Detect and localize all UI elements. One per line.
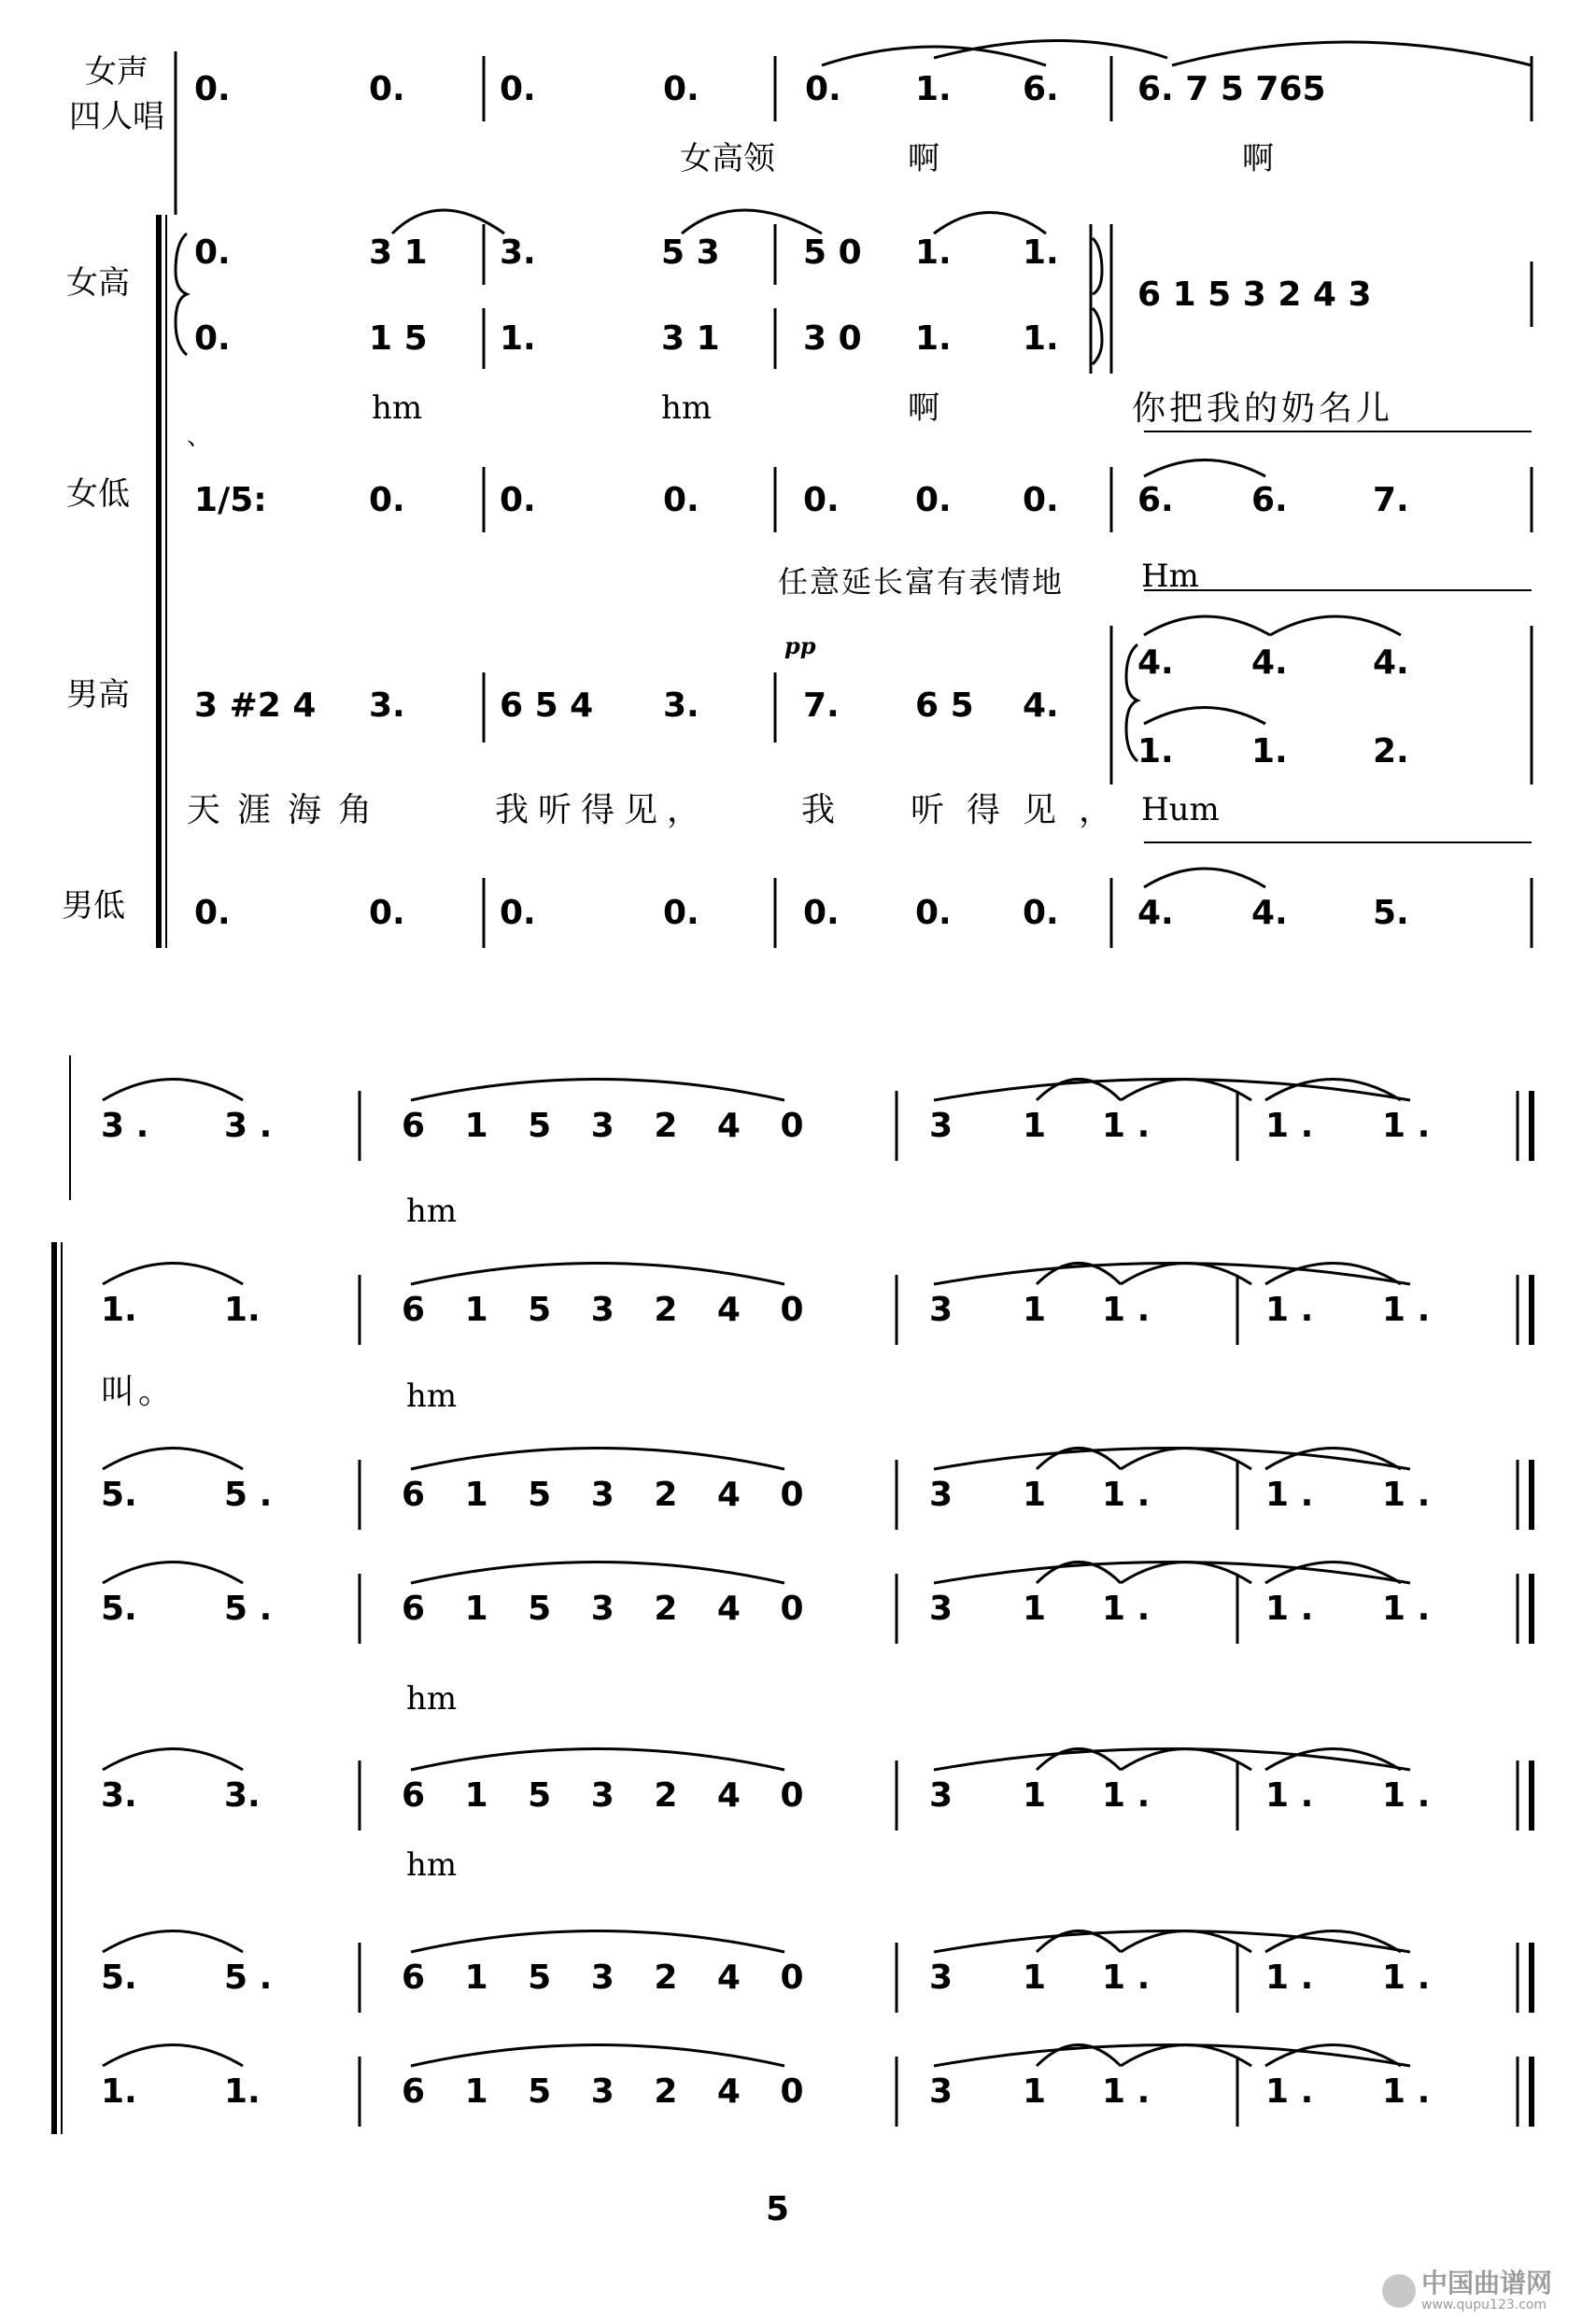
slur: [411, 1449, 784, 1470]
part-name-quartet: 四人唱: [69, 98, 164, 135]
watermark-url: www.qupu123.com: [1421, 2297, 1547, 2312]
lyric-line: 听得见，: [911, 791, 1136, 829]
watermark: [1382, 2270, 1552, 2312]
note-group: 1 .: [1102, 2072, 1151, 2111]
note-group: 6 1 5 3 2 4 0: [402, 1958, 804, 1997]
note-group: 5 .: [224, 1958, 273, 1997]
note-group: 0.: [500, 481, 536, 519]
note-group: 0.: [369, 894, 405, 932]
slur: [103, 1080, 243, 1101]
note-group: 6.: [1251, 481, 1288, 519]
note-group: 1 .: [1102, 1476, 1151, 1514]
note-group: 0.: [194, 233, 231, 272]
slur: [1121, 2045, 1251, 2067]
note-group: 1 .: [1265, 1291, 1314, 1329]
note-group: 6. 7 5 765: [1137, 70, 1326, 108]
note-group: 0.: [805, 70, 841, 108]
slur: [103, 1264, 243, 1285]
note-group: 1/5:: [194, 481, 267, 519]
note-group: 6 1 5 3 2 4 0: [402, 2072, 804, 2111]
slur: [103, 1749, 243, 1771]
lyric-syllable: hm: [406, 1846, 458, 1884]
note-group: 4.: [1137, 643, 1174, 682]
note-group: 1.: [915, 319, 952, 358]
note-group: 1: [1023, 2072, 1047, 2111]
note-group: 1 .: [1265, 1958, 1314, 1997]
lyric-syllable: hm: [661, 389, 713, 427]
expression-direction: 任意延长富有表情地: [778, 564, 1065, 600]
note-group: 5 3: [661, 233, 720, 272]
note-group: 4.: [1137, 894, 1174, 932]
note-group: 0.: [663, 481, 699, 519]
note-group: 5 .: [224, 1476, 273, 1514]
note-group: 5 0: [803, 233, 862, 272]
slur: [934, 1449, 1410, 1470]
lyric-syllable: hm: [406, 1680, 458, 1718]
note-group: 1.: [1251, 732, 1288, 771]
part-name-alto: 女低: [66, 475, 130, 513]
slur: [103, 1562, 243, 1584]
note-group: 6 1 5 3 2 4 0: [402, 1776, 804, 1815]
note-group: 1.: [915, 70, 952, 108]
note-group: 0.: [915, 894, 952, 932]
note-group: 5.: [101, 1958, 137, 1997]
lyric-syllable: Hm: [1141, 558, 1199, 595]
lyric-mark: 、: [187, 423, 212, 451]
note-group: 3: [929, 1958, 953, 1997]
note-group: 1 5: [369, 319, 428, 358]
note-group: 5.: [101, 1476, 137, 1514]
note-group: 1 .: [1265, 2072, 1314, 2111]
note-group: 0.: [369, 481, 405, 519]
note-group: 1.: [500, 319, 536, 358]
note-group: 6 1 5 3 2 4 0: [402, 1590, 804, 1628]
note-group: 3: [929, 1107, 953, 1145]
slur: [1121, 1931, 1251, 1953]
note-group: 3: [929, 2072, 953, 2111]
note-group: 1 .: [1382, 2072, 1431, 2111]
note-group: 3.: [369, 686, 405, 725]
lyric-syllable: 啊: [908, 140, 939, 177]
note-group: 0.: [500, 894, 536, 932]
note-group: 1 .: [1265, 1476, 1314, 1514]
note-group: 3 1: [661, 319, 720, 358]
note-group: 1 .: [1382, 1107, 1431, 1145]
note-group: 1 .: [1382, 1590, 1431, 1628]
note-group: 4.: [1251, 894, 1288, 932]
note-group: 3: [929, 1590, 953, 1628]
slur: [103, 1449, 243, 1470]
note-group: 5.: [101, 1590, 137, 1628]
slur: [103, 1931, 243, 1953]
note-group: 0.: [194, 319, 231, 358]
note-group: 1: [1023, 1291, 1047, 1329]
note-group: 4.: [1023, 686, 1059, 725]
lyric-solo-label: 女高领: [680, 140, 775, 177]
note-group: 1.: [915, 233, 952, 272]
part-name-tenor: 男高: [66, 676, 130, 714]
lyric-line: 我听得见，: [495, 791, 711, 829]
note-group: 1: [1023, 1590, 1047, 1628]
part-name-bass: 男低: [62, 887, 125, 925]
note-group: 0.: [663, 894, 699, 932]
note-group: 3: [929, 1776, 953, 1815]
note-group: 3 .: [101, 1107, 149, 1145]
note-group: 1 .: [1102, 1291, 1151, 1329]
note-group: 6 5: [915, 686, 974, 725]
lyric-line: 你把我的奶名儿: [1132, 389, 1394, 428]
note-group: 1 .: [1382, 1476, 1431, 1514]
slur: [934, 1749, 1410, 1771]
note-group: 0.: [663, 70, 699, 108]
slur: [411, 2045, 784, 2067]
note-group: 1 .: [1265, 1776, 1314, 1815]
note-group: 0.: [915, 481, 952, 519]
slur: [1121, 1449, 1251, 1470]
slur: [1121, 1562, 1251, 1584]
lyric-syllable: Hum: [1141, 791, 1220, 828]
note-group: 1 .: [1382, 1776, 1431, 1815]
note-group: 3.: [101, 1776, 137, 1815]
lyric-syllable: 啊: [908, 389, 939, 427]
slur: [103, 2045, 243, 2067]
note-group: 3: [929, 1291, 953, 1329]
note-group: 0.: [803, 481, 840, 519]
note-group: 3.: [663, 686, 699, 725]
note-group: 1.: [224, 2072, 261, 2111]
note-group: 1.: [1137, 732, 1174, 771]
note-group: 1.: [224, 1291, 261, 1329]
note-group: 6 1 5 3 2 4 3: [1137, 276, 1372, 314]
note-group: 1 .: [1102, 1590, 1151, 1628]
note-group: 3 1: [369, 233, 428, 272]
slur: [1121, 1749, 1251, 1771]
note-group: 1 .: [1102, 1107, 1151, 1145]
slur: [411, 1562, 784, 1584]
lyric-syllable: hm: [406, 1193, 458, 1230]
lyric-syllable: 叫。: [101, 1373, 177, 1411]
note-group: 3: [929, 1476, 953, 1514]
lyric-line: 天涯海角: [187, 791, 389, 829]
note-group: 7.: [803, 686, 840, 725]
note-group: 1 .: [1102, 1958, 1151, 1997]
note-group: 3 0: [803, 319, 862, 358]
note-group: 0.: [1023, 894, 1059, 932]
note-group: 5.: [1373, 894, 1409, 932]
note-group: 4.: [1373, 643, 1409, 682]
note-group: 1: [1023, 1476, 1047, 1514]
note-group: 6 5 4: [500, 686, 594, 725]
note-group: 6 1 5 3 2 4 0: [402, 1476, 804, 1514]
dynamic-marking: pp: [784, 632, 816, 659]
lyric-syllable: 啊: [1242, 140, 1274, 177]
slur: [934, 1264, 1410, 1285]
note-group: 0.: [500, 70, 536, 108]
note-group: 6 1 5 3 2 4 0: [402, 1107, 804, 1145]
note-group: 1 .: [1102, 1776, 1151, 1815]
slur: [411, 1749, 784, 1771]
note-group: 3 #2 4: [194, 686, 317, 725]
note-group: 1: [1023, 1107, 1047, 1145]
note-group: 1: [1023, 1776, 1047, 1815]
note-group: 1.: [101, 1291, 137, 1329]
note-group: 0.: [194, 70, 231, 108]
page-number: 5: [766, 2190, 790, 2228]
slur: [934, 1931, 1410, 1953]
watermark-logo-icon: [1382, 2274, 1416, 2308]
slur: [934, 2045, 1410, 2067]
slur: [411, 1931, 784, 1953]
note-group: 3 .: [224, 1107, 273, 1145]
note-group: 2.: [1373, 732, 1409, 771]
note-group: 6 1 5 3 2 4 0: [402, 1291, 804, 1329]
slur: [934, 1562, 1410, 1584]
note-group: 3.: [500, 233, 536, 272]
lyric-syllable: hm: [406, 1378, 458, 1415]
note-group: 1 .: [1382, 1958, 1431, 1997]
note-group: 3.: [224, 1776, 261, 1815]
slur: [411, 1080, 784, 1101]
slur: [1121, 1264, 1251, 1285]
part-name-women-voices: 女声: [85, 53, 148, 91]
note-group: 0.: [194, 894, 231, 932]
note-group: 1.: [1023, 233, 1059, 272]
slur: [1121, 1080, 1251, 1101]
note-group: 0.: [803, 894, 840, 932]
lyric-syllable: hm: [372, 389, 423, 427]
slur: [411, 1264, 784, 1285]
slur: [934, 1080, 1410, 1101]
note-group: 1.: [101, 2072, 137, 2111]
note-group: 1 .: [1265, 1107, 1314, 1145]
note-group: 6.: [1137, 481, 1174, 519]
lyric-line: 我: [801, 791, 840, 829]
watermark-brand: 中国曲谱网: [1421, 2268, 1553, 2298]
note-group: 1: [1023, 1958, 1047, 1997]
note-group: 7.: [1373, 481, 1409, 519]
note-group: 1 .: [1265, 1590, 1314, 1628]
note-group: 0.: [369, 70, 405, 108]
note-group: 1 .: [1382, 1291, 1431, 1329]
note-group: 6.: [1023, 70, 1059, 108]
note-group: 1.: [1023, 319, 1059, 358]
part-name-soprano: 女高: [66, 264, 130, 302]
note-group: 0.: [1023, 481, 1059, 519]
note-group: 5 .: [224, 1590, 273, 1628]
note-group: 4.: [1251, 643, 1288, 682]
